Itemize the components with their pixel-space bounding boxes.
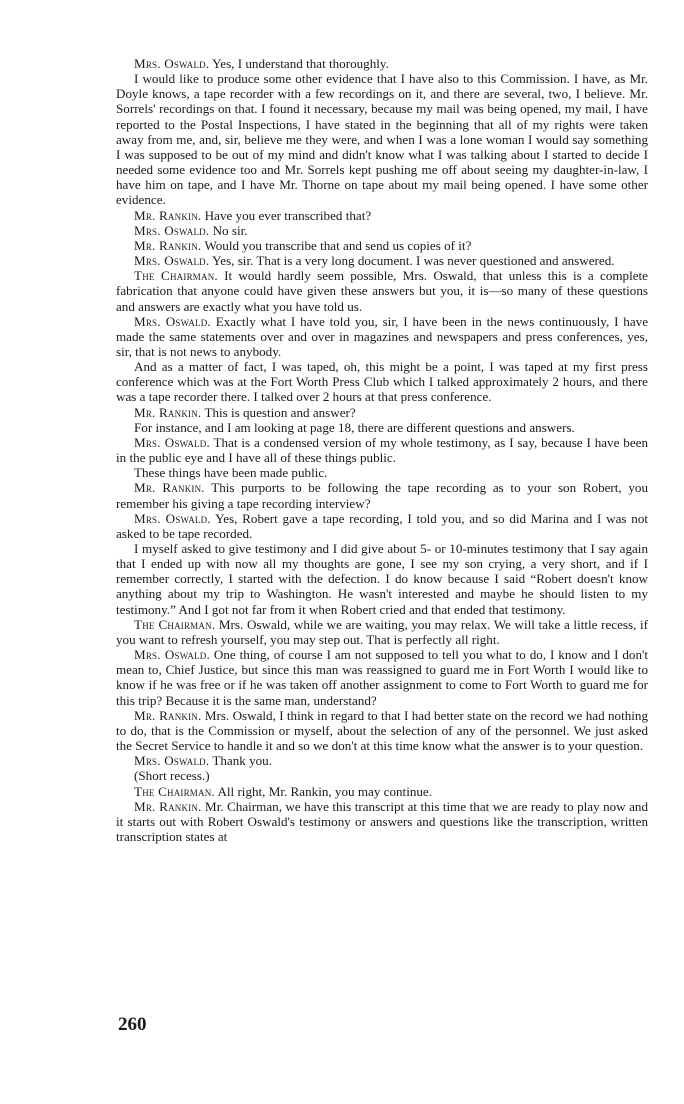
paragraph-text: It would hardly seem possible, Mrs. Oswald, that unless this is a complete fabrication that anyone could have given these answers but you, it is—so many of these questions and answers are exactly what you have told us. bbox=[116, 268, 648, 314]
transcript-paragraph bbox=[116, 238, 648, 253]
speaker-name: Mr. Rankin. bbox=[134, 404, 202, 420]
paragraph-text: One thing, of course I am not supposed to tell you what to do, I know and I don't mean to, Chief Justice, but since this man was reassigned to guard me in Fort Worth I would like to know if he was free or if he was taken off another assignment to come to Fort Worth to guard me for this trip? Because it is the same man, understand? bbox=[116, 647, 648, 708]
transcript-paragraph bbox=[116, 708, 648, 753]
transcript-paragraph bbox=[116, 420, 648, 435]
transcript-paragraph bbox=[116, 541, 648, 617]
paragraph-text: This is question and answer? bbox=[201, 404, 356, 420]
speaker-name: Mr. Rankin. bbox=[134, 237, 202, 253]
speaker-name: The Chairman. bbox=[134, 268, 218, 284]
speaker-name: Mr. Rankin. bbox=[134, 207, 202, 223]
speaker-name: Mr. Rankin. bbox=[134, 707, 202, 723]
paragraph-text: Have you ever transcribed that? bbox=[201, 207, 372, 223]
speaker-name: The Chairman. bbox=[134, 616, 216, 632]
transcript-paragraph bbox=[116, 405, 648, 420]
speaker-name: Mrs. Oswald. bbox=[134, 647, 210, 663]
paragraph-text: All right, Mr. Rankin, you may continue. bbox=[214, 783, 433, 799]
transcript-paragraph bbox=[116, 56, 648, 71]
paragraph-text: Yes, I understand that thoroughly. bbox=[209, 56, 389, 71]
transcript-paragraph bbox=[116, 268, 648, 313]
speaker-name: Mrs. Oswald. bbox=[134, 253, 210, 269]
page-number: 260 bbox=[118, 1014, 147, 1035]
speaker-name: The Chairman. bbox=[134, 783, 215, 799]
transcript-paragraph bbox=[116, 314, 648, 359]
paragraph-text: Mr. Chairman, we have this transcript at this time that we are ready to play now and it starts out with Robert Oswald's testimony or answers and questions like the transcription, written transcription states at bbox=[116, 798, 648, 844]
transcript-paragraph bbox=[116, 511, 648, 541]
paragraph-text: For instance, and I am looking at page 18, there are different questions and answers. bbox=[134, 419, 575, 435]
paragraph-text: (Short recess.) bbox=[134, 768, 210, 784]
paragraph-text: I would like to produce some other evidence that I have also to this Commission. I have, as Mr. Doyle knows, a tape recorder with a few recordings on it, and there are several, two, I believe. Mr. Sorrels' recordings on that. I found it necessary, because my mail was being opened, my mail, I have reported to the Postal Inspections, I have stated in the beginning that all of my rights were taken away from me, and, sir, believe me they were, and when I was a lone woman I would say something I was supposed to be out of my mind and didn't know what I was talking about I started to decide I needed some evidence too and Mr. Sorrels kept pushing me off about seeing my daughter-in-law, I have him on tape, and I have Mr. Thorne on tape about my mail being opened. I have some other evidence. bbox=[116, 71, 648, 208]
speaker-name: Mrs. Oswald. bbox=[134, 56, 210, 71]
transcript-paragraph bbox=[116, 784, 648, 799]
transcript-paragraph bbox=[116, 480, 648, 510]
transcript-paragraph bbox=[116, 465, 648, 480]
transcript-paragraph bbox=[116, 223, 648, 238]
paragraph-text: Yes, sir. That is a very long document. I was never questioned and answered. bbox=[209, 253, 615, 269]
transcript-paragraph bbox=[116, 617, 648, 647]
speaker-name: Mr. Rankin. bbox=[134, 480, 205, 496]
paragraph-text: And as a matter of fact, I was taped, oh, this might be a point, I was taped at my first press conference which was at the Fort Worth Press Club which I talked approximately 2 hours, and there was a tape recorder there. I talked over 2 hours at that press conference. bbox=[116, 359, 648, 405]
paragraph-text: Mrs. Oswald, I think in regard to that I had better state on the record we had nothing to do, that is the Commission or myself, about the selection of any of the personnel. We just asked the Secret Service to handle it and so we don't at this time know what the answer is to your question. bbox=[116, 707, 648, 754]
transcript-paragraph bbox=[116, 359, 648, 404]
paragraph-text: No sir. bbox=[209, 222, 248, 238]
transcript-paragraph bbox=[116, 753, 648, 768]
transcript-paragraph bbox=[116, 768, 648, 783]
paragraph-text: This purports to be following the tape recording as to your son Robert, you remember his giving a tape recording interview? bbox=[116, 480, 649, 511]
speaker-name: Mrs. Oswald. bbox=[134, 753, 210, 769]
speaker-name: Mrs. Oswald. bbox=[134, 222, 210, 238]
transcript-paragraph bbox=[116, 253, 648, 268]
transcript-paragraph bbox=[116, 71, 648, 207]
speaker-name: Mr. Rankin. bbox=[134, 798, 202, 814]
paragraph-text: Mrs. Oswald, while we are waiting, you may relax. We will take a little recess, if you want to refresh yourself, you may step out. That is perfectly all right. bbox=[116, 616, 648, 647]
transcript-paragraph bbox=[116, 799, 648, 844]
transcript-paragraph bbox=[116, 435, 648, 465]
speaker-name: Mrs. Oswald. bbox=[134, 434, 210, 450]
paragraph-text: These things have been made public. bbox=[134, 465, 328, 481]
paragraph-text: Thank you. bbox=[209, 753, 273, 769]
paragraph-text: I myself asked to give testimony and I did give about 5- or 10-minutes testimony that I say again that I ended up with now all my thoughts are gone, I see my son crying, a very short, and if I remember correctly, I started with the defection. I do know because I said “Robert doesn't know anything about my trip to Washington. He wasn't interested and maybe he should listen to my testimony.” And I got not far from it when Robert cried and that ended that testimony. bbox=[116, 541, 648, 617]
paragraph-text: That is a condensed version of my whole testimony, as I say, because I have been in the public eye and I have all of these things public. bbox=[116, 434, 648, 466]
speaker-name: Mrs. Oswald. bbox=[134, 510, 211, 526]
paragraph-text: Exactly what I have told you, sir, I have been in the news continuously, I have made the same statements over and over in magazines and newspapers and press conferences, yes, sir, that is not news to anybody. bbox=[116, 313, 649, 359]
speaker-name: Mrs. Oswald. bbox=[134, 313, 211, 329]
paragraph-text: Would you transcribe that and send us copies of it? bbox=[201, 237, 472, 253]
transcript-paragraph bbox=[116, 208, 648, 223]
transcript-body bbox=[116, 56, 648, 844]
transcript-paragraph bbox=[116, 647, 648, 708]
paragraph-text: Yes, Robert gave a tape recording, I told you, and so did Marina and I was not asked to be tape recorded. bbox=[116, 510, 649, 541]
